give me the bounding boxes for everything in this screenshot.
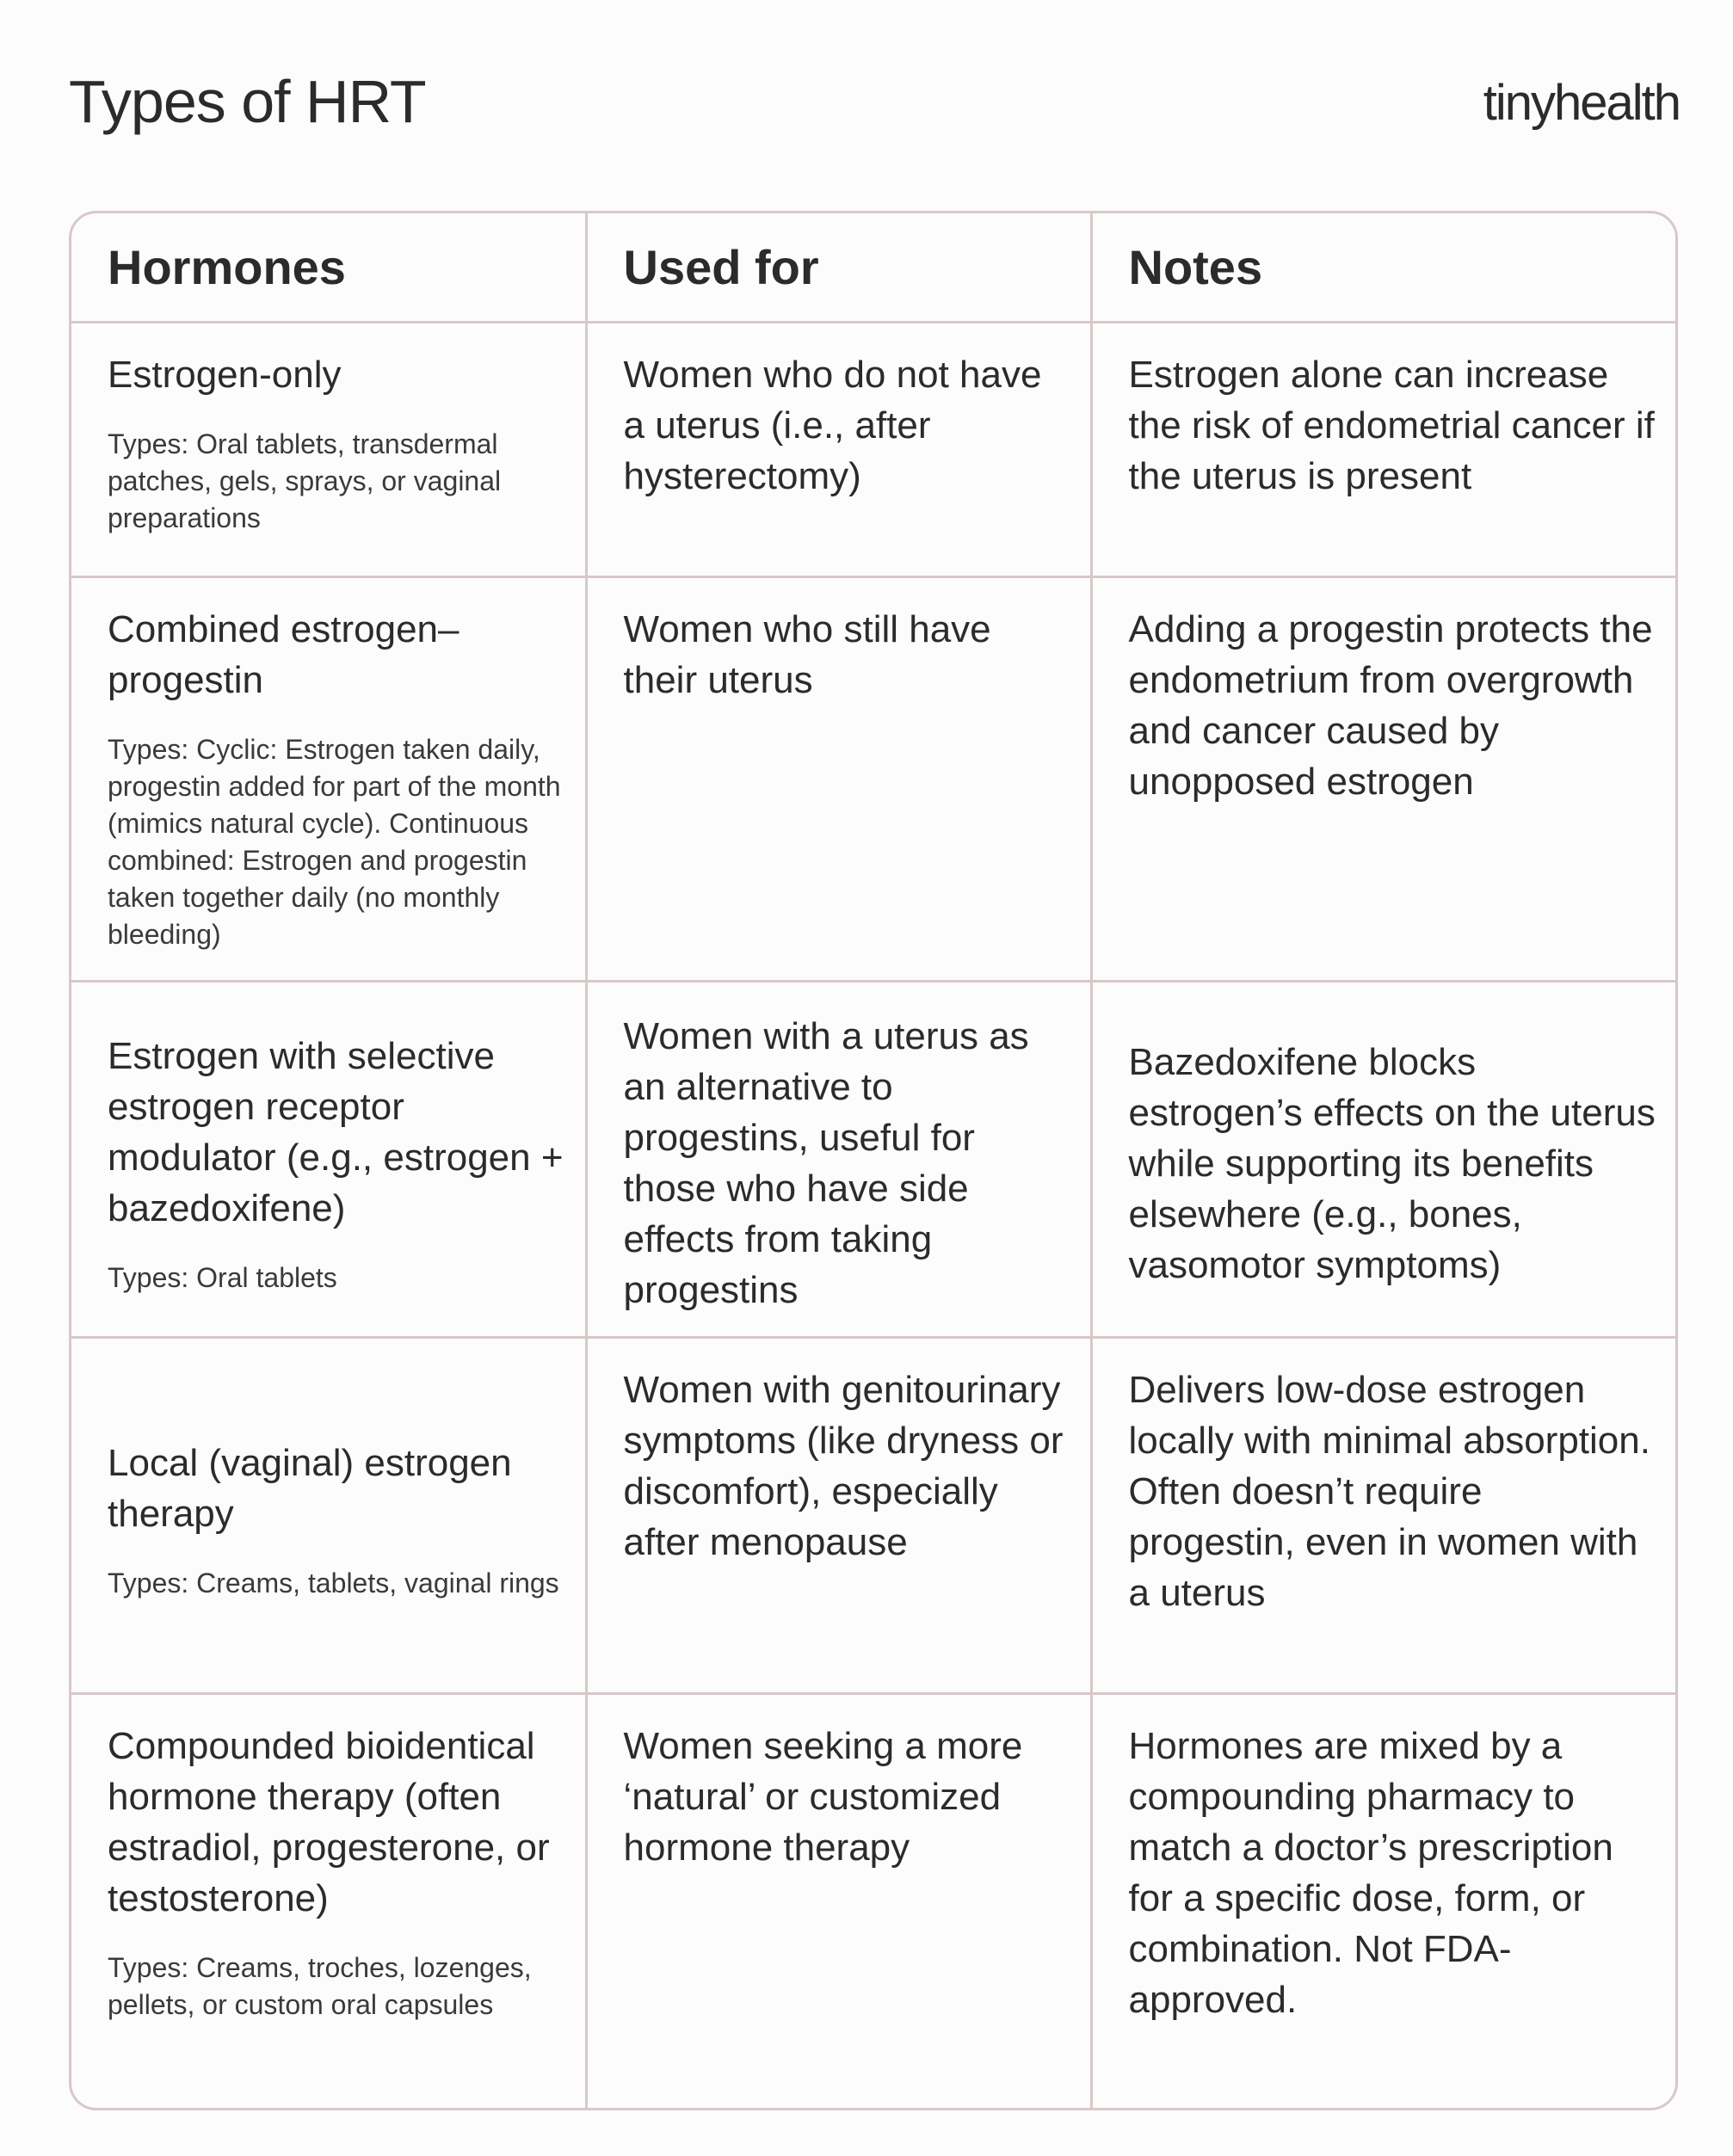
hormone-types: Types: Cyclic: Estrogen taken daily, progestin added for part of the month (mimics natural cycle). Continuous combined: Estrogen and progestin taken together daily (no monthly bleeding) [108, 733, 561, 950]
table-row [71, 1337, 1675, 1693]
table-header-row [71, 213, 1675, 322]
hormone-cell [71, 576, 586, 981]
notes-cell: Estrogen alone can increase the risk of endometrial cancer if the uterus is present [1091, 322, 1675, 576]
used-for-cell: Women seeking a more ‘natural’ or customized hormone therapy [586, 1693, 1091, 2108]
notes-cell: Adding a progestin protects the endometrium from overgrowth and cancer caused by unopposed estrogen [1091, 576, 1675, 981]
brand-logo: tinyhealth [1483, 75, 1680, 131]
hormone-types: Types: Oral tablets, transdermal patches, gels, sprays, or vaginal preparations [108, 428, 502, 533]
hormone-name: Estrogen-only [108, 353, 342, 396]
table-row [71, 981, 1675, 1337]
hormone-types: Types: Creams, tablets, vaginal rings [108, 1567, 559, 1599]
notes-cell: Delivers low-dose estrogen locally with minimal absorption. Often doesn’t require progestin, even in women with a uterus [1091, 1337, 1675, 1693]
table-row [71, 1693, 1675, 2108]
used-for-cell: Women with genitourinary symptoms (like dryness or discomfort), especially after menopause [586, 1337, 1091, 1693]
notes-cell: Bazedoxifene blocks estrogen’s effects on the uterus while supporting its benefits elsewhere (e.g., bones, vasomotor symptoms) [1091, 981, 1675, 1337]
notes-cell: Hormones are mixed by a compounding pharmacy to match a doctor’s prescription for a specific dose, form, or combination. Not FDA-approved. [1091, 1693, 1675, 2108]
column-header-used-for: Used for [586, 213, 1091, 322]
hormone-cell [71, 981, 586, 1337]
hormone-cell [71, 1693, 586, 2108]
table-row [71, 322, 1675, 576]
hormone-types: Types: Creams, troches, lozenges, pellets, or custom oral capsules [108, 1951, 532, 2020]
table-row [71, 576, 1675, 981]
hrt-table [71, 213, 1675, 2108]
column-header-notes: Notes [1091, 213, 1675, 322]
hormone-name: Compounded bioidentical hormone therapy (often estradiol, progesterone, or testosterone) [108, 1724, 550, 1919]
page-title: Types of HRT [69, 68, 426, 135]
hormone-name: Local (vaginal) estrogen therapy [108, 1441, 512, 1535]
hormone-types: Types: Oral tablets [108, 1261, 337, 1293]
column-header-hormones: Hormones [71, 213, 586, 322]
hormone-name: Estrogen with selective estrogen receptor modulator (e.g., estrogen + bazedoxifene) [108, 1034, 564, 1229]
hormone-name: Combined estrogen–progestin [108, 607, 459, 701]
hormone-cell [71, 1337, 586, 1693]
used-for-cell: Women who still have their uterus [586, 576, 1091, 981]
hrt-table-container [69, 211, 1678, 2110]
used-for-cell: Women with a uterus as an alternative to progestins, useful for those who have side effects from taking progestins [586, 981, 1091, 1337]
hormone-cell [71, 322, 586, 576]
used-for-cell: Women who do not have a uterus (i.e., after hysterectomy) [586, 322, 1091, 576]
